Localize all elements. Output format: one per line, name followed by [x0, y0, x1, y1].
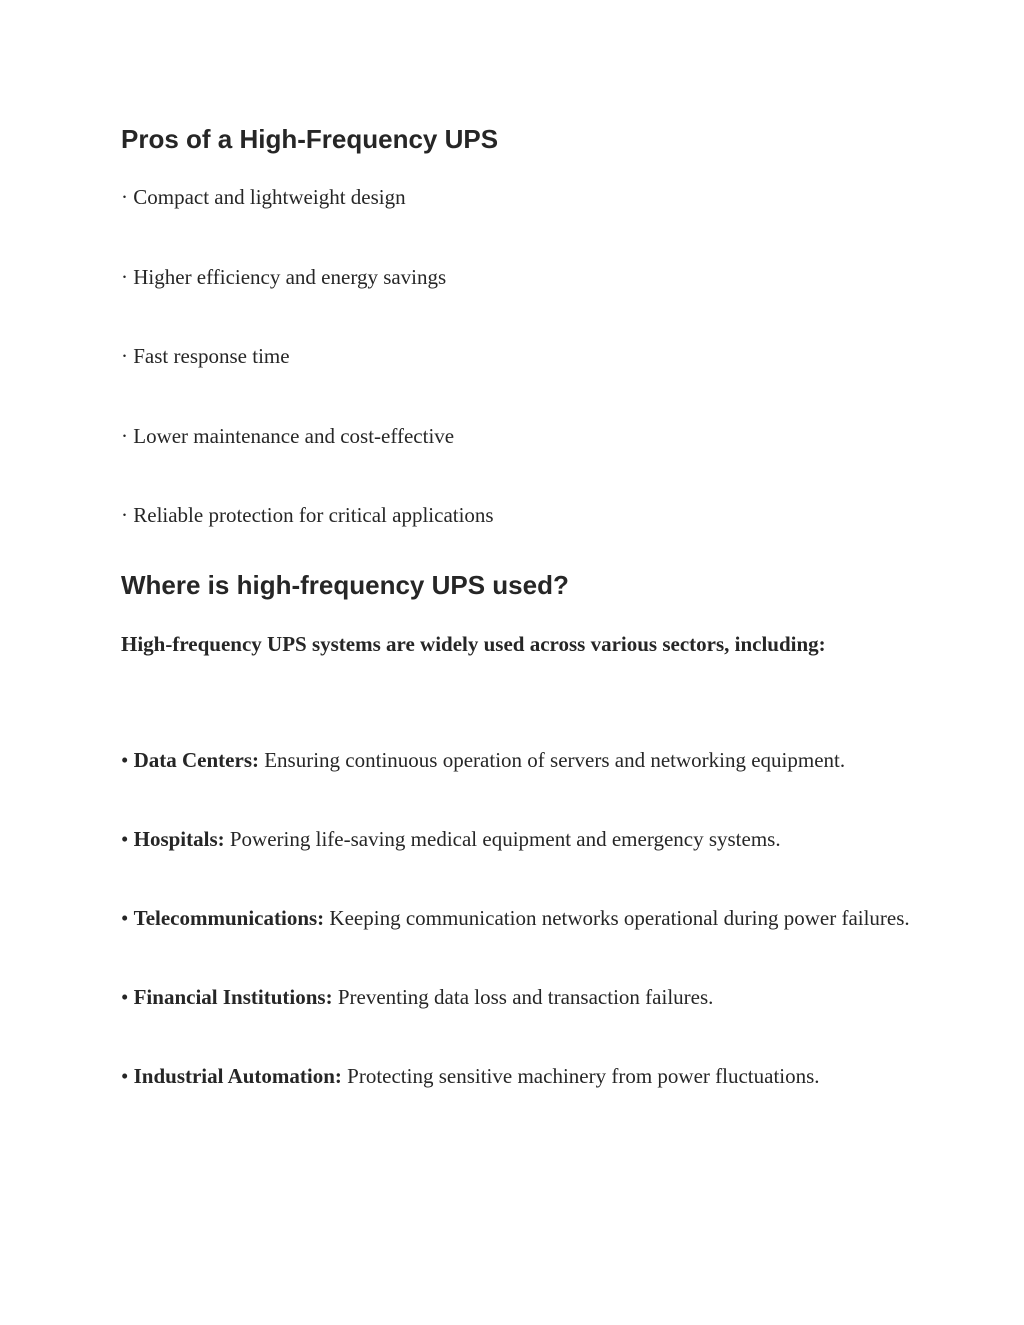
uses-item-financial-institutions [121, 979, 911, 1016]
pros-item: · Lower maintenance and cost-effective [121, 423, 455, 448]
bullet: • [121, 827, 134, 851]
uses-heading: Where is high-frequency UPS used? [121, 570, 569, 600]
uses-item-text: Keeping communication networks operational during power failures. [324, 906, 910, 930]
pros-heading: Pros of a High-Frequency UPS [121, 124, 499, 154]
uses-list [121, 742, 911, 1137]
bullet: • [121, 906, 134, 930]
uses-item-industrial-automation [121, 1058, 911, 1095]
uses-item-term: Industrial Automation: [133, 1064, 342, 1088]
bullet: • [121, 985, 134, 1009]
uses-item-term: Financial Institutions: [133, 985, 333, 1009]
pros-item: · Fast response time [121, 344, 290, 368]
pros-item: · Compact and lightweight design [121, 185, 406, 209]
bullet: • [121, 748, 134, 772]
pros-item: · Reliable protection for critical applications [121, 503, 494, 527]
bullet: • [121, 1064, 134, 1088]
uses-item-hospitals [121, 821, 911, 858]
uses-item-data-centers [121, 742, 911, 779]
uses-item-term: Data Centers: [133, 748, 259, 772]
uses-item-text: Preventing data loss and transaction failures. [332, 985, 714, 1009]
uses-item-term: Hospitals: [133, 827, 225, 851]
uses-intro: High-frequency UPS systems are widely used across various sectors, including: [121, 632, 826, 656]
uses-item-term: Telecommunications: [133, 906, 325, 930]
uses-item-telecommunications [121, 900, 911, 937]
uses-item-text: Powering life-saving medical equipment and emergency systems. [224, 827, 781, 851]
pros-item: · Higher efficiency and energy savings [121, 264, 447, 289]
pros-list [121, 183, 494, 581]
uses-item-text: Ensuring continuous operation of servers and networking equipment. [258, 748, 846, 772]
uses-item-text: Protecting sensitive machinery from power fluctuations. [341, 1064, 820, 1088]
